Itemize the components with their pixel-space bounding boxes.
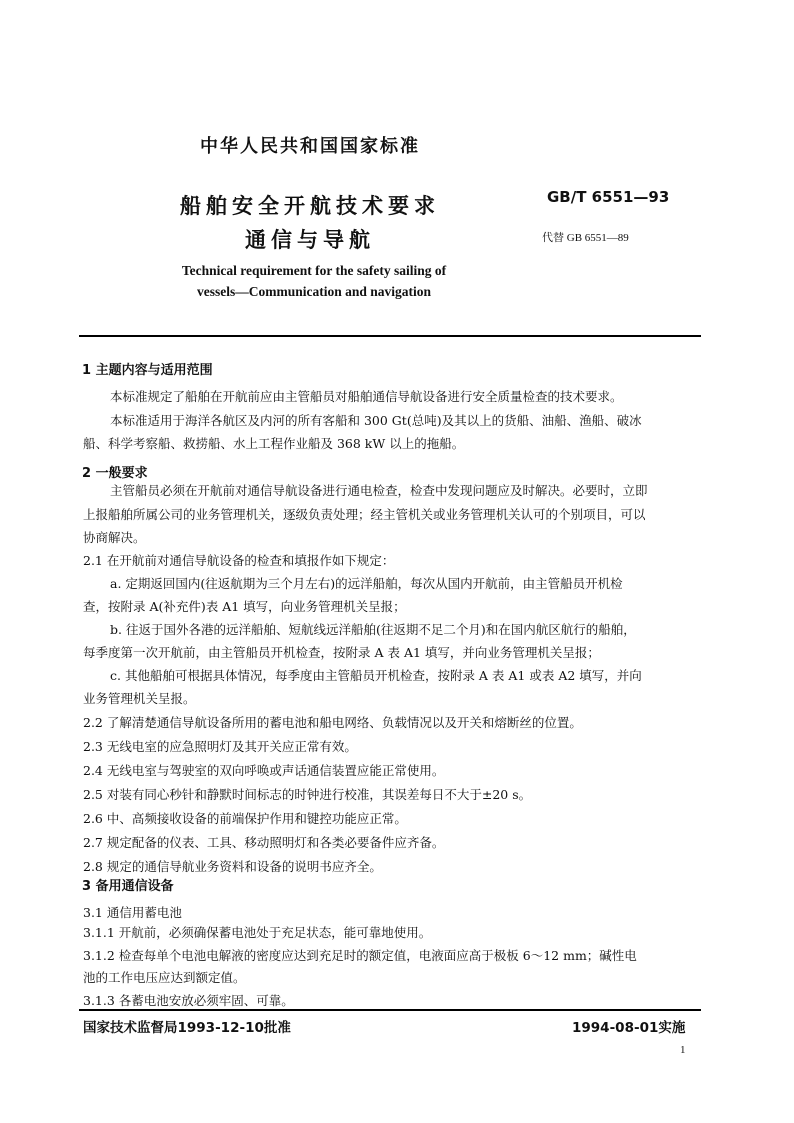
paragraph-line: 主管船员必须在开航前对通信导航设备进行通电检查，检查中发现问题应及时解决。必要时，立即 [110, 483, 648, 498]
clause-3-1-2-line-1: 3.1.2 检查每单个电池电解液的密度应达到充足时的额定值，电液面应高于极板 6～12 mm；碱性电 [83, 948, 637, 963]
page-number: 1 [680, 1044, 686, 1056]
approval-date: 国家技术监督局1993-12-10批准 [83, 1020, 291, 1036]
clause-2-5: 2.5 对装有同心秒针和静默时间标志的时钟进行校准，其误差每日不大于±20 s。 [83, 787, 532, 802]
document-subtitle: 通信与导航 [245, 228, 375, 252]
paragraph-line: 协商解决。 [83, 530, 146, 545]
paragraph-line: 本标准适用于海洋各航区及内河的所有客船和 300 Gt(总吨)及其以上的货船、油船、渔船、破冰 [110, 413, 642, 428]
clause-2-3: 2.3 无线电室的应急照明灯及其开关应正常有效。 [83, 739, 357, 754]
document-title: 船舶安全开航技术要求 [180, 194, 440, 218]
clause-2-7: 2.7 规定配备的仪表、工具、移动照明灯和各类必要备件应齐备。 [83, 835, 445, 850]
section-1-heading: 1 主题内容与适用范围 [82, 363, 213, 378]
paragraph-line: 上报船舶所属公司的业务管理机关，逐级负责处理；经主管机关或业务管理机关认可的个别项目，可以 [83, 507, 646, 522]
english-title-line-1: Technical requirement for the safety sailing of [181, 263, 447, 278]
item-b-line-1: b. 往返于国外各港的远洋船舶、短航线远洋船舶(往返期不足二个月)和在国内航区航行的船舶， [110, 622, 636, 637]
clause-3-1-2-line-2: 池的工作电压应达到额定值。 [83, 970, 246, 985]
section-2-heading: 2 一般要求 [82, 466, 148, 481]
item-b-line-2: 每季度第一次开航前，由主管船员开机检查，按附录 A 表 A1 填写，并向业务管理机关呈报； [83, 645, 600, 660]
english-title-line-2: vessels—Communication and navigation [196, 284, 432, 299]
effective-date: 1994-08-01实施 [572, 1020, 686, 1036]
paragraph-line: 本标准规定了船舶在开航前应由主管船员对船舶通信导航设备进行安全质量检查的技术要求。 [110, 389, 623, 404]
clause-3-1-3: 3.1.3 各蓄电池安放必须牢固、可靠。 [83, 993, 294, 1008]
clause-2-2: 2.2 了解清楚通信导航设备所用的蓄电池和船电网络、负载情况以及开关和熔断丝的位置。 [83, 715, 582, 730]
clause-3-1-1: 3.1.1 开航前，必须确保蓄电池处于充足状态，能可靠地使用。 [83, 925, 432, 940]
clause-2-1: 2.1 在开航前对通信导航设备的检查和填报作如下规定： [83, 553, 395, 568]
replaces-standard: 代替 GB 6551—89 [542, 232, 629, 244]
paragraph-line: 船、科学考察船、救捞船、水上工程作业船及 368 kW 以上的拖船。 [83, 436, 465, 451]
header-divider [79, 335, 701, 337]
section-3-heading: 3 备用通信设备 [82, 879, 174, 894]
clause-3-1: 3.1 通信用蓄电池 [83, 905, 182, 920]
item-c-line-1: c. 其他船舶可根据具体情况，每季度由主管船员开机检查，按附录 A 表 A1 或表 A2 填写，并向 [110, 668, 642, 683]
clause-2-8: 2.8 规定的通信导航业务资料和设备的说明书应齐全。 [83, 859, 382, 874]
item-c-line-2: 业务管理机关呈报。 [83, 691, 196, 706]
standard-category: 中华人民共和国国家标准 [200, 136, 420, 157]
clause-2-6: 2.6 中、高频接收设备的前端保护作用和键控功能应正常。 [83, 811, 407, 826]
clause-2-4: 2.4 无线电室与驾驶室的双向呼唤或声话通信装置应能正常使用。 [83, 763, 445, 778]
item-a-line-1: a. 定期返回国内(往返航期为三个月左右)的远洋船舶，每次从国内开航前，由主管船员开机检 [110, 576, 623, 591]
item-a-line-2: 查，按附录 A(补充件)表 A1 填写，向业务管理机关呈报； [83, 599, 406, 614]
footer-divider [79, 1009, 701, 1011]
standard-number: GB/T 6551—93 [547, 188, 670, 206]
